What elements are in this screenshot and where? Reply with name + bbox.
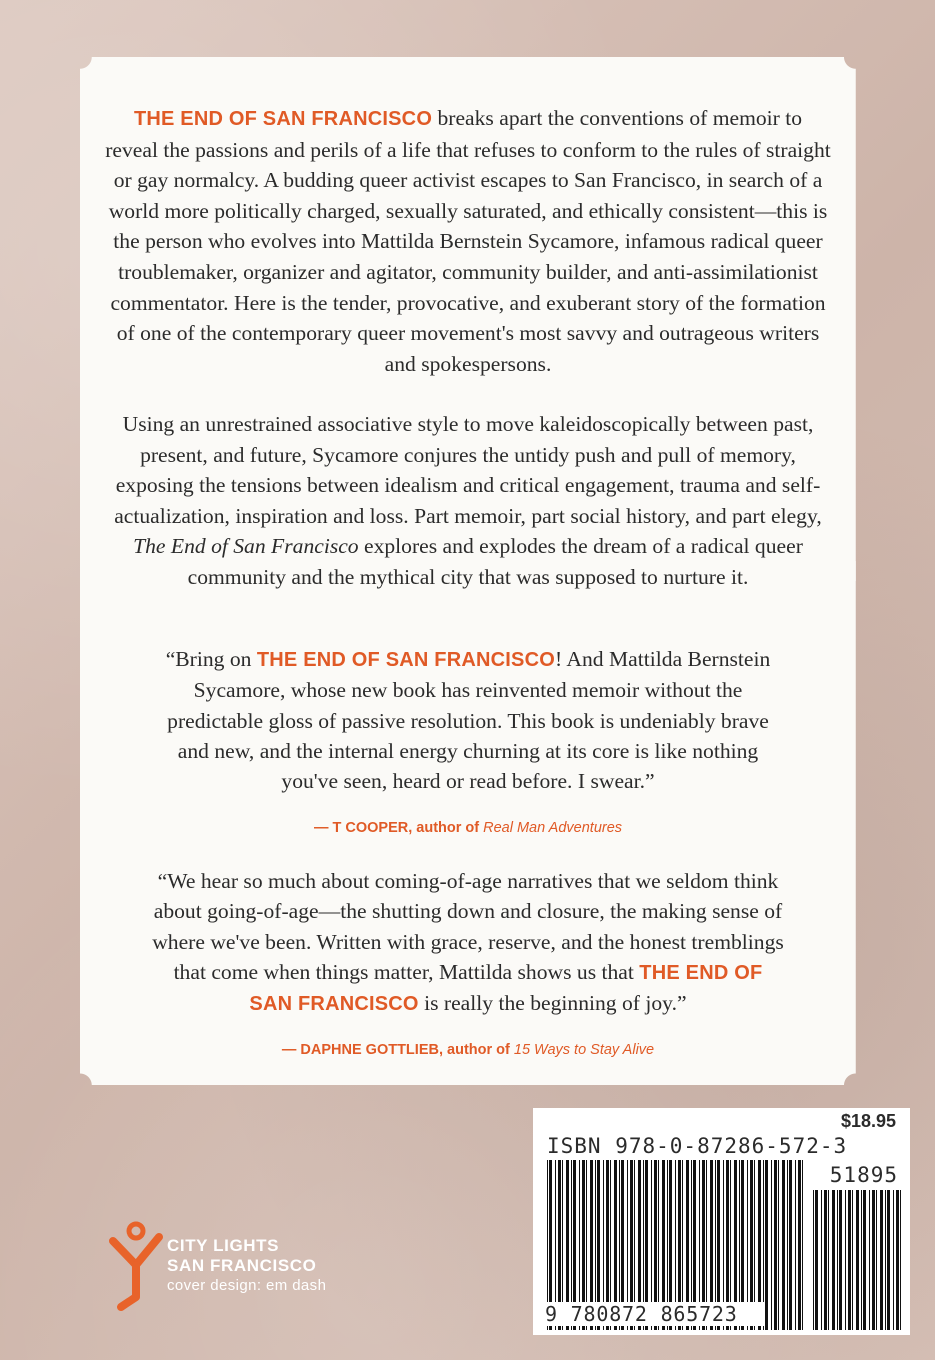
blurb-attribution-2 xyxy=(150,1042,786,1058)
barcode-bar xyxy=(863,1190,866,1330)
barcode-bar xyxy=(787,1160,788,1330)
barcode-bar xyxy=(839,1190,842,1330)
barcode-bar xyxy=(856,1190,859,1330)
description-text: explores and explodes the dream of a radical queer community and the mythical city that was supposed to nurture it. xyxy=(187,534,803,589)
barcode-bar xyxy=(795,1160,796,1330)
attribution-name: — DAPHNE GOTTLIEB, author of xyxy=(281,1042,514,1058)
barcode-bar xyxy=(821,1190,822,1330)
quote-text: “Bring on xyxy=(165,647,257,671)
ean-number-label: 9 780872 865723 xyxy=(545,1302,765,1326)
description-text: breaks apart the conventions of memoir to reveal the passions and perils of a life that refuses to conform to the rules of straight or gay normalcy. A budding queer activist escapes to San Francisco, in search of a world more politically charged, sexually saturated, and ethically consistent—this is the person who evolves into Mattilda Bernstein Sycamore, infamous radical queer troublemaker, organizer and agitator, community builder, and anti-assimilationist commentator. Here is the tender, provocative, and exuberant story of the formation of one of the contemporary queer movement's most savvy and outrageous writers and spokespersons. xyxy=(105,106,831,376)
book-title-highlight: THE END OF SAN FRANCISCO xyxy=(256,649,555,671)
barcode-bar xyxy=(896,1190,899,1330)
description-paragraph-1 xyxy=(105,103,831,379)
barcode-bar xyxy=(837,1190,838,1330)
isbn-label: ISBN 978-0-87286-572-3 xyxy=(547,1134,848,1158)
barcode-bar xyxy=(900,1190,901,1330)
attribution-work: 15 Ways to Stay Alive xyxy=(513,1042,655,1058)
barcode-bar xyxy=(813,1190,814,1330)
description-text: Using an unrestrained associative style to move kaleidoscopically between past, present, and future, Sycamore conjures the untidy push and pull of memory, exposing the tensions between idealism and critical engagement, trauma and self-actualization, inspiration and loss. Part memoir, part social history, and part elegy, xyxy=(114,412,822,528)
price-code-label: 51895 xyxy=(829,1163,898,1187)
barcode-bar xyxy=(774,1160,777,1330)
barcode-bar xyxy=(782,1160,785,1330)
publisher-name: CITY LIGHTS xyxy=(167,1236,280,1255)
barcode-bar xyxy=(832,1190,835,1330)
blurb-quote-2 xyxy=(150,866,786,1019)
barcode-bar xyxy=(893,1190,894,1330)
barcode-bar xyxy=(824,1190,827,1330)
publisher-city: SAN FRANCISCO xyxy=(167,1256,317,1275)
barcode-bar xyxy=(815,1190,818,1330)
book-title-italic: The End of San Francisco xyxy=(133,534,359,559)
quote-text: is really the beginning of joy.” xyxy=(418,991,687,1016)
description-paragraph-2 xyxy=(105,409,831,593)
barcode-bar xyxy=(852,1190,853,1330)
attribution-name: — T COOPER, author of xyxy=(313,820,484,836)
barcode-bar xyxy=(872,1190,875,1330)
barcode-bar xyxy=(861,1190,862,1330)
publisher-imprint xyxy=(167,1236,326,1295)
barcode-bar xyxy=(798,1160,801,1330)
barcode-bar xyxy=(848,1190,851,1330)
cover-design-credit: cover design: em dash xyxy=(167,1277,327,1294)
barcode-bar xyxy=(845,1190,846,1330)
price-label: $18.95 xyxy=(840,1111,896,1131)
barcode-bar xyxy=(771,1160,772,1330)
barcode-bar xyxy=(789,1160,792,1330)
book-title-highlight: THE END OF SAN FRANCISCO xyxy=(249,961,763,1016)
barcode-bar xyxy=(876,1190,877,1330)
barcode-bar xyxy=(828,1190,829,1330)
barcode-bar xyxy=(778,1160,779,1330)
barcode-bar xyxy=(869,1190,870,1330)
barcode-bar xyxy=(887,1190,890,1330)
city-lights-logo-icon xyxy=(105,1215,167,1315)
attribution-work: Real Man Adventures xyxy=(483,820,623,836)
barcode-bar xyxy=(880,1190,883,1330)
blurb-attribution-1 xyxy=(150,820,786,836)
quote-text: “We hear so much about coming-of-age narratives that we seldom think about going-of-age—the shutting down and closure, the making sense of where we've been. Written with grace, reserve, and the honest tremblings that come when things matter, Mattilda shows us that xyxy=(152,869,784,984)
barcode-bar xyxy=(802,1160,803,1330)
quote-text: ! And Mattilda Bernstein Sycamore, whose new book has reinvented memoir without the predictable gloss of passive resolution. This book is undeniably brave and new, and the internal energy churning at its core is like nothing you've seen, heard or read before. I swear.” xyxy=(167,647,771,794)
book-title-highlight: THE END OF SAN FRANCISCO xyxy=(133,108,433,130)
barcode-bar xyxy=(765,1160,768,1330)
blurb-quote-1 xyxy=(150,644,786,796)
barcode-bar xyxy=(885,1190,886,1330)
barcode-box xyxy=(533,1108,910,1335)
